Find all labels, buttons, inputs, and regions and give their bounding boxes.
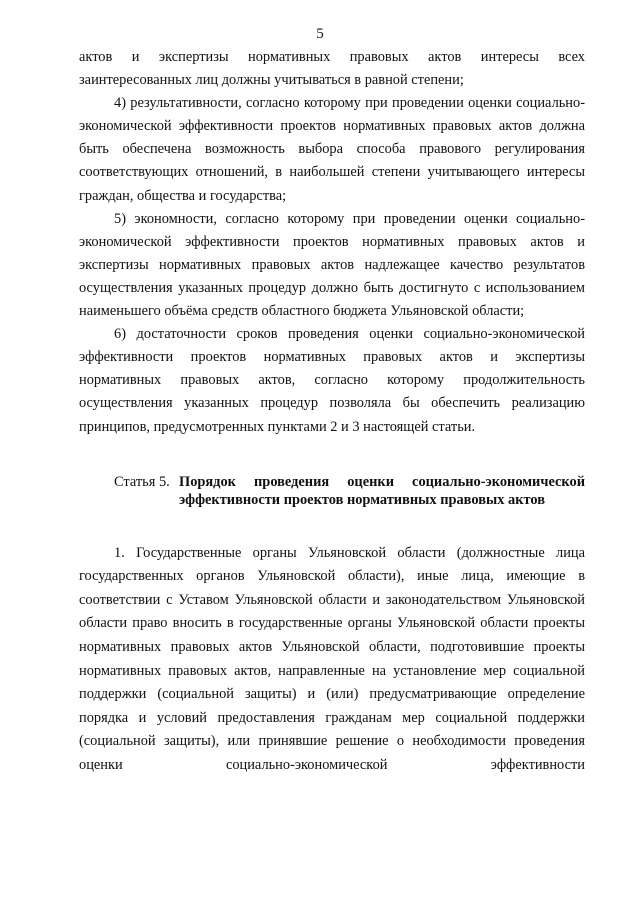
paragraph-item-6: 6) достаточности сроков проведения оценки социально-экономической эффективности проектов нормативных правовых актов и экспертизы нормативных правовых актов, согласно которому продолжительность осуществления указанных процедур позволяла бы обеспечить реализацию принципов, предусмотренных пунктами 2 и 3 настоящей статьи. xyxy=(79,326,585,435)
article-label: Статья 5. xyxy=(114,473,170,490)
article-title-line-2: эффективности проектов нормативных правовых актов xyxy=(179,491,545,508)
document-body xyxy=(79,46,585,778)
paragraph-continuation: актов и экспертизы нормативных правовых актов интересы всех заинтересованных лиц должны учитываться в равной степени; xyxy=(79,49,585,89)
paragraph-clause-1: 1. Государственные органы Ульяновской области (должностные лица государственных органов Ульяновской области), иные лица, имеющие в соответствии с Уставом Ульяновской области и законодательством Ульяновской области право вносить в государственные органы Ульяновской области проекты нормативных правовых актов Ульяновской области, подготовившие проекты нормативных правовых актов, направленные на установление мер социальной поддержки (социальной защиты) и (или) предусматривающие определение порядка и условий предоставления гражданам мер социальной поддержки (социальной защиты), или принявшие решение о необходимости проведения оценки социально-экономической эффективности xyxy=(79,544,585,773)
article-title xyxy=(179,473,585,509)
paragraph-item-4: 4) результативности, согласно которому при проведении оценки социально-экономической эффективности проектов нормативных правовых актов должна быть обеспечена возможность выбора способа правового регулирования соответствующих отношений, в наибольшей степени учитывающего интересы граждан, общества и государства; xyxy=(79,95,585,204)
paragraph-item-5: 5) экономности, согласно которому при проведении оценки социально-экономической эффективности проектов нормативных правовых актов и экспертизы нормативных правовых актов надлежащее качество результатов осуществления указанных процедур должно быть достигнуто с использованием наименьшего объёма средств областного бюджета Ульяновской области; xyxy=(79,210,585,320)
article-title-line-1: Порядок проведения оценки социально-экономической xyxy=(179,473,585,490)
page-number: 5 xyxy=(316,26,324,42)
article-heading xyxy=(79,473,585,509)
